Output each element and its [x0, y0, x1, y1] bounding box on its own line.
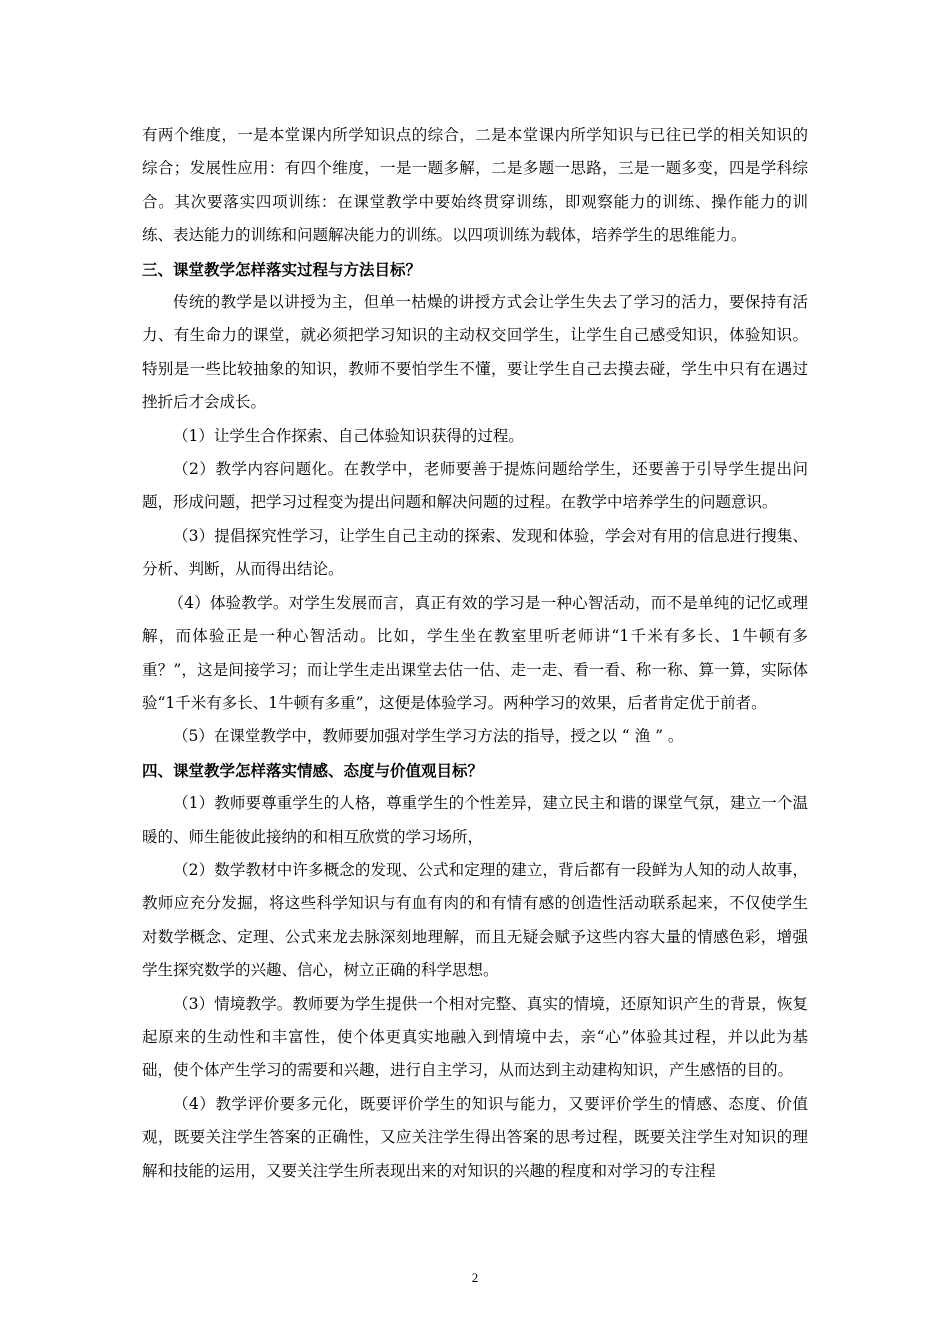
list-item: （4）体验教学。对学生发展而言，真正有效的学习是一种心智活动，而不是单纯的记忆或理解，而体验正是一种心智活动。比如，学生坐在教室里听老师讲“1千米有多长、1牛顿有多重？”，这是间接学习；而让学生走出课堂去估一估、走一走、看一看、称一称、算一算，实际体验“1千米有多长、1牛顿有多重”，这便是体验学习。两种学习的效果，后者肯定优于前者。: [142, 593, 808, 712]
list-item: （4）教学评价要多元化，既要评价学生的知识与能力，又要评价学生的情感、态度、价值观，既要关注学生答案的正确性，又应关注学生得出答案的思考过程，既要关注学生对知识的理解和技能的运用，又要关注学生所表现出来的对知识的兴趣的程度和对学习的专注程: [142, 1094, 808, 1180]
list-item: （1）教师要尊重学生的人格，尊重学生的个性差异，建立民主和谐的课堂气氛，建立一个温暖的、师生能彼此接纳的和相互欣赏的学习场所，: [142, 794, 808, 846]
paragraph: 传统的教学是以讲授为主，但单一枯燥的讲授方式会让学生失去了学习的活力，要保持有活力、有生命力的课堂，就必须把学习知识的主动权交回学生，让学生自己感受知识，体验知识。特别是一些比较抽象的知识，教师不要怕学生不懂，要让学生自己去摸去碰，学生中只有在遇过挫折后才会成长。: [142, 293, 808, 412]
list-item: （1）让学生合作探索、自己体验知识获得的过程。: [173, 426, 524, 445]
list-item: （3）提倡探究性学习，让学生自己主动的探索、发现和体验，学会对有用的信息进行搜集、分析、判断，从而得出结论。: [142, 526, 808, 579]
list-item: （3）情境教学。教师要为学生提供一个相对完整、真实的情境，还原知识产生的背景，恢复起原来的生动性和丰富性，使个体更真实地融入到情境中去，亲“心”体验其过程，并以此为基础，使个体产生学习的需要和兴趣，进行自主学习，从而达到主动建构知识，产生感悟的目的。: [142, 994, 808, 1080]
page-number: 2: [471, 1270, 479, 1285]
list-item: （2）数学教材中许多概念的发现、公式和定理的建立，背后都有一段鲜为人知的动人故事，教师应充分发掘，将这些科学知识与有血有肉的和有情有感的创造性活动联系起来，不仅使学生对数学概念、定理、公式来龙去脉深刻地理解，而且无疑会赋予这些内容大量的情感色彩，增强学生探究数学的兴趣、信心，树立正确的科学思想。: [142, 860, 808, 980]
section-heading-3: 三、课堂教学怎样落实过程与方法目标？: [142, 259, 422, 279]
section-heading-4: 四、课堂教学怎样落实情感、态度与价值观目标？: [142, 760, 484, 780]
list-item: （5）在课堂教学中，教师要加强对学生学习方法的指导，授之以 “ 渔 ” 。: [173, 727, 684, 746]
list-item: （2）教学内容问题化。在教学中，老师要善于提炼问题给学生，还要善于引导学生提出问题，形成问题，把学习过程变为提出问题和解决问题的过程。在教学中培养学生的问题意识。: [142, 460, 808, 512]
paragraph: 有两个维度，一是本堂课内所学知识点的综合，二是本堂课内所学知识与已往已学的相关知识的综合；发展性应用：有四个维度，一是一题多解，二是多题一思路，三是一题多变，四是学科综合。其次要落实四项训练：在课堂教学中要始终贯穿训练，即观察能力的训练、操作能力的训练、表达能力的训练和问题解决能力的训练。以四项训练为载体，培养学生的思维能力。: [142, 126, 808, 245]
